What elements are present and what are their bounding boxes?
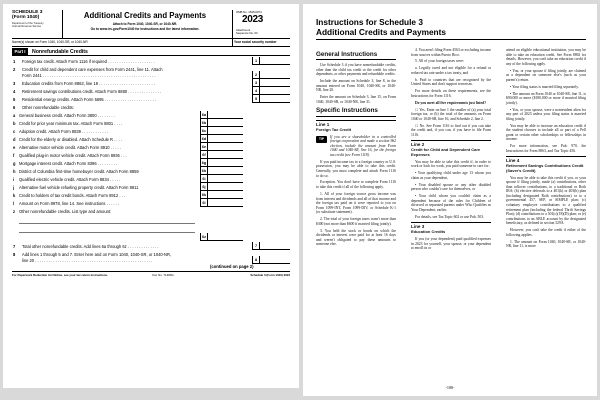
paragraph: Enter the amount on Schedule 3, line 15, on Form 1040, 1040-SR, or 1040-NR, line 31. — [316, 95, 396, 104]
form-line-6i: i Qualified electric vehicle credit. Attach Form 8834 . . . . . 6i — [12, 175, 290, 183]
name-divider — [232, 39, 233, 46]
answer-no: ☐ No. See Form 1116 to find out if you can take the credit and, if you can, if you have to file Form 1116. — [411, 123, 491, 137]
write-line[interactable] — [19, 232, 195, 233]
paragraph: 5. All of your foreign taxes were: — [415, 59, 465, 64]
bullet-item: • Your filing status is married filing separately. — [510, 84, 579, 89]
paragraph: 3. You held the stock or bonds on which the dividends or interest were paid for at least 16 days and weren't obligated to pay these amounts to someone else. — [316, 228, 396, 247]
attachment-sequence: Attachment Sequence No. 03 — [236, 28, 258, 36]
paragraph: If you (or your dependent) paid qualified expenses in 2023 for yourself, your spouse, or your dependent to enroll in or — [411, 237, 491, 251]
form-line-8: 8 Add lines 1 through 5 and 7. Enter here and on Form 1040, 1040-SR, or 1040-NR, — [13, 251, 172, 257]
instructions-page — [303, 4, 597, 396]
instructions-column-3 — [506, 48, 586, 251]
amount-field[interactable] — [207, 199, 243, 207]
paragraph: 1. All of your foreign source gross income was from interest and dividends and all of that income and the foreign tax paid on it were reported to you on Form 1099-INT, Form 1099-DIV, or Schedule K-1 (or substitute statement). — [316, 191, 396, 215]
form-line-6g: g Mortgage interest credit. Attach Form 8396 . . . . . . . . . 6g — [12, 159, 290, 167]
section-heading: Specific Instructions — [316, 107, 396, 116]
header-divider — [62, 10, 63, 38]
name-field-label: Name(s) shown on Form 1040, 1040-SR, or 1040-NR — [12, 40, 88, 44]
amount-field[interactable] — [259, 79, 290, 87]
paragraph: Include the amount on Schedule 3, line 8, in the amount entered on Form 1040, 1040-SR, or 1040-NR, line 20. — [316, 79, 396, 93]
form-header — [12, 10, 290, 39]
form-line-6l: l Amount on Form 8978, line 14. See instructions . . . . . . 6l — [12, 199, 290, 207]
form-line-6: 6 Other nonrefundable credits: — [13, 104, 74, 110]
amount-field[interactable] — [207, 111, 243, 119]
part-1-header — [12, 48, 290, 56]
answer-yes: ☐ Yes. Enter on line 1 the smaller of (a) your total foreign tax, or (b) the total of the amounts on Form 1040 or 1040-SR, line 16, and Schedule 2, line 2. — [411, 107, 491, 121]
tip-box: TIP If you are a shareholder in a controlled foreign corporation and made a section 962 election, include the amount from Form 1040 and 1040-SR, line 16, for the foreign tax credit (see Form 1118). — [316, 135, 396, 158]
amount-field[interactable] — [259, 71, 290, 79]
bullet-icon: • — [510, 84, 513, 89]
amount-field[interactable] — [207, 191, 243, 199]
form-line-6d: d Credit for the elderly or disabled. Attach Schedule R . . . . 6d — [12, 135, 290, 143]
instructions-title: Instructions for Schedule 3 Additional Credits and Payments — [316, 17, 586, 40]
bullet-icon: • — [510, 68, 513, 73]
part-title: Nonrefundable Credits — [32, 49, 88, 55]
paragraph: b. Paid to countries that are recognized by the United States and don't support terrorism. — [411, 77, 491, 87]
write-line[interactable] — [19, 223, 195, 224]
ssn-field-label: Your social security number — [234, 40, 277, 44]
paragraph: You may be able to increase an education credit if the student chooses to include all or part of a Pell grant or certain other scholarships or fellowships in income. — [506, 123, 586, 142]
paragraph: a. Legally owed and not eligible for a refund or reduced tax rate under a tax treaty, and — [411, 66, 491, 75]
topic-heading: Credit for Child and Dependent Care Expenses — [411, 147, 481, 158]
bullet-item: • Your disabled spouse or any other disabled person who couldn't care for themselves, or — [411, 182, 492, 192]
amount-field[interactable] — [259, 57, 290, 65]
form-line-6h: h District of Columbia first-time homebuyer credit. Attach Form 8859 6h — [12, 167, 290, 175]
bullet-item: • You, or your spouse if filing jointly, are claimed as a dependent on someone else's (such as your parent's) return. — [506, 68, 587, 82]
bullet-icon: • — [415, 171, 418, 176]
topic-heading: Foreign Tax Credit — [316, 126, 352, 132]
amount-field[interactable] — [207, 183, 243, 191]
paragraph: You may be able to take this credit if you, or your spouse if filing jointly, made (a) contributions, other than rollover contributions, to a traditional or Roth IRA; (b) elective deferrals to a 401(k) or 403(b) plan (including designated Roth contributions) or to a governmental 457, SEP, or SIMPLE plan; (c) voluntary employee contributions to a qualified retirement plan (including the federal Thrift Savings Plan); (d) contributions to a 501(c)(18)(D) plan; or (e) contributions to an ABLE account by the designated beneficiary, as defined in section 529A. — [506, 175, 586, 226]
bullet-item: • The amount on Form 1040 or 1040-SR, line 11, is $90,000 or more ($180,000 or more if married filing jointly). — [506, 91, 586, 105]
bullet-item: • You, or your spouse, were a nonresident alien for any part of 2023 unless your filing status is married filing jointly. — [506, 107, 586, 121]
bullet-item: • Your child whom you couldn't claim as a dependent because of the rules for Children of divorced or separated parents under Who Qualifies as Your Dependent, earlier. — [411, 194, 491, 212]
form-footer: For Paperwork Reduction Act Notice, see your tax return instructions. Cat. No. 71480G Schedule 3 (Form 1040) 2023 — [12, 273, 290, 277]
amount-field[interactable] — [207, 143, 243, 151]
form-line-5: 5 Residential energy credits. Attach Form 5695 . . . . . . . . . . . . . . . . . . . . . . . 5 — [12, 95, 290, 103]
tip-icon: TIP — [316, 136, 327, 143]
paragraph: If you paid income tax to a foreign country or U.S. possession, you may be able to take this credit. Generally, you must complete and attach Form 1116 to do so. — [316, 159, 396, 178]
form-line-6z: z Other nonrefundable credits. List type and amount: — [13, 208, 112, 214]
paragraph: However, you can't take the credit if either of the following applies. — [506, 228, 586, 237]
form-line-3: 3 Education credits from Form 8863, line 19 . . . . . . . . . . . . . . . . . . . . . . . . . 3 — [12, 79, 290, 87]
omb-number: OMB No. 1545-0074 — [236, 10, 262, 14]
bullet-icon: • — [415, 182, 419, 187]
checkbox-icon: ☐ — [415, 123, 420, 128]
form-line-6f: f Qualified plug-in motor vehicle credit. Attach Form 8936 . . . 6f — [12, 151, 290, 159]
form-line-6k: k Credit to holders of tax credit bonds. Attach Form 8912 . . . 6k — [12, 191, 290, 199]
amount-field[interactable] — [207, 167, 243, 175]
paragraph: For more details on these requirements, see the Instructions for Form 1116. — [411, 89, 491, 98]
bullet-icon: • — [510, 107, 513, 112]
paragraph: For more information, see Pub. 970, the Instructions for Form 8863, and Tax Topic 456. — [506, 144, 586, 153]
page-number: -100- — [445, 385, 455, 390]
amount-field[interactable] — [207, 175, 243, 183]
paragraph: attend an eligible educational institution, you may be able to take an education credit. See Form 8863 for details. However, you can't take an education credit if any of the following apply. — [506, 48, 586, 66]
instructions-column-1 — [316, 48, 396, 249]
instructions-column-2 — [411, 48, 491, 253]
topic-heading: Education Credits — [411, 229, 446, 235]
department-label: Department of the Treasury Internal Revenue Service — [12, 22, 44, 29]
bullet-icon: • — [510, 91, 513, 96]
form-line-6e: e Alternative motor vehicle credit. Attach Form 8910 . . . . . 6e — [12, 143, 290, 151]
line-heading: Line 3 — [411, 222, 491, 229]
paragraph: 1. The amount on Form 1040, 1040-SR, or 1040-NR, line 11, is more — [506, 239, 586, 249]
amount-field[interactable] — [207, 135, 243, 143]
form-line-2: 2 Credit for child and dependent care expenses from Form 2441, line 11. Attach — [13, 66, 163, 72]
attach-note: Attach to Form 1040, 1040-SR, or 1040-NR. — [112, 22, 178, 26]
amount-field[interactable] — [207, 127, 243, 135]
form-line-2-cont: Form 2441 . . . . . . . . . . . . . . . . . . . . . . . . . . . . . . . . . . . . . . . . . . . . . . . . . . 2 — [12, 71, 290, 79]
paragraph: 4. You aren't filing Form 4563 or excluding income from sources within Puerto Rico. — [411, 48, 491, 57]
paragraph: 2. The total of your foreign taxes wasn't more than $300 (not more than $600 if married filing jointly). — [316, 217, 396, 226]
amount-field[interactable] — [259, 256, 290, 264]
bullet-icon: • — [415, 194, 419, 199]
part-tag: Part I — [12, 48, 28, 56]
paragraph: Exception. You don't have to complete Form 1116 to take this credit if all of the following apply. — [316, 180, 396, 190]
amount-field[interactable] — [207, 233, 243, 241]
amount-field[interactable] — [259, 95, 290, 103]
form-line-1: 1 Foreign tax credit. Attach Form 1116 if required . . . . . . . . . . . . . . . . . . . . . 1 — [12, 57, 290, 65]
paragraph: Use Schedule 3 if you have nonrefundable credits, other than the child tax credit or the credit for other dependents, or other payments and refundable credits. — [316, 63, 396, 77]
form-line-6j: j Alternative fuel vehicle refueling property credit. Attach Form 8911 6j — [12, 183, 290, 191]
line-heading: Line 1 — [316, 120, 396, 127]
line-heading: Line 4 — [506, 156, 586, 163]
form-line-6b: b Credit for prior year minimum tax. Attach Form 8801 . . . . 6b — [12, 119, 290, 127]
form-line-6z-write-area: 6z — [12, 215, 290, 241]
bullet-item: • Your qualifying child under age 13 whom you claim as your dependent, — [411, 171, 491, 180]
tax-year: 2023 — [242, 14, 264, 25]
schedule-3-form-page — [3, 4, 299, 388]
paragraph: For details, see Tax Topic 602 or use Pub. 503. — [415, 214, 484, 219]
schedule-label: SCHEDULE 3 (Form 1040) — [12, 10, 43, 21]
amount-field[interactable] — [207, 159, 243, 167]
header-divider — [232, 10, 233, 38]
form-line-6a: a General business credit. Attach Form 3800 . . . . . . . . 6a — [12, 111, 290, 119]
checkbox-icon: ☐ — [415, 107, 420, 112]
amount-field[interactable] — [259, 87, 290, 95]
line-heading: Line 2 — [411, 140, 491, 147]
amount-field[interactable] — [259, 242, 290, 250]
form-line-6c: c Adoption credit. Attach Form 8839 . . . . . . . . . . . . 6c — [12, 127, 290, 135]
continued-note: (continued on page 2) — [210, 264, 254, 269]
form-line-8-cont: line 20 . . . . . . . . . . . . . . . . . . . . . . . . . . . . . . . . . . . . . . . . . . . . . . . . . . . . 8 — [12, 256, 290, 264]
topic-heading: Retirement Savings Contributions Credit (Saver's Credit) — [506, 163, 584, 173]
goto-note: Go to www.irs.gov/Form1040 for instructions and the latest information. — [90, 26, 200, 31]
section-heading: General Instructions — [316, 51, 396, 60]
form-line-7: 7 Total other nonrefundable credits. Add lines 6a through 6z . . . . . . . . . . . . . . 7 — [12, 242, 290, 250]
form-line-4: 4 Retirement savings contributions credit. Attach Form 8880 . . . . . . . . . . . . . . . 4 — [12, 87, 290, 95]
form-title: Additional Credits and Payments — [83, 11, 207, 20]
question: Do you meet all five requirements just listed? — [415, 100, 487, 105]
paragraph: You may be able to take this credit if, in order to work or look for work, you paid someone to care for: — [411, 159, 491, 169]
amount-field[interactable] — [207, 119, 243, 127]
amount-field[interactable] — [207, 151, 243, 159]
name-row — [12, 39, 290, 47]
